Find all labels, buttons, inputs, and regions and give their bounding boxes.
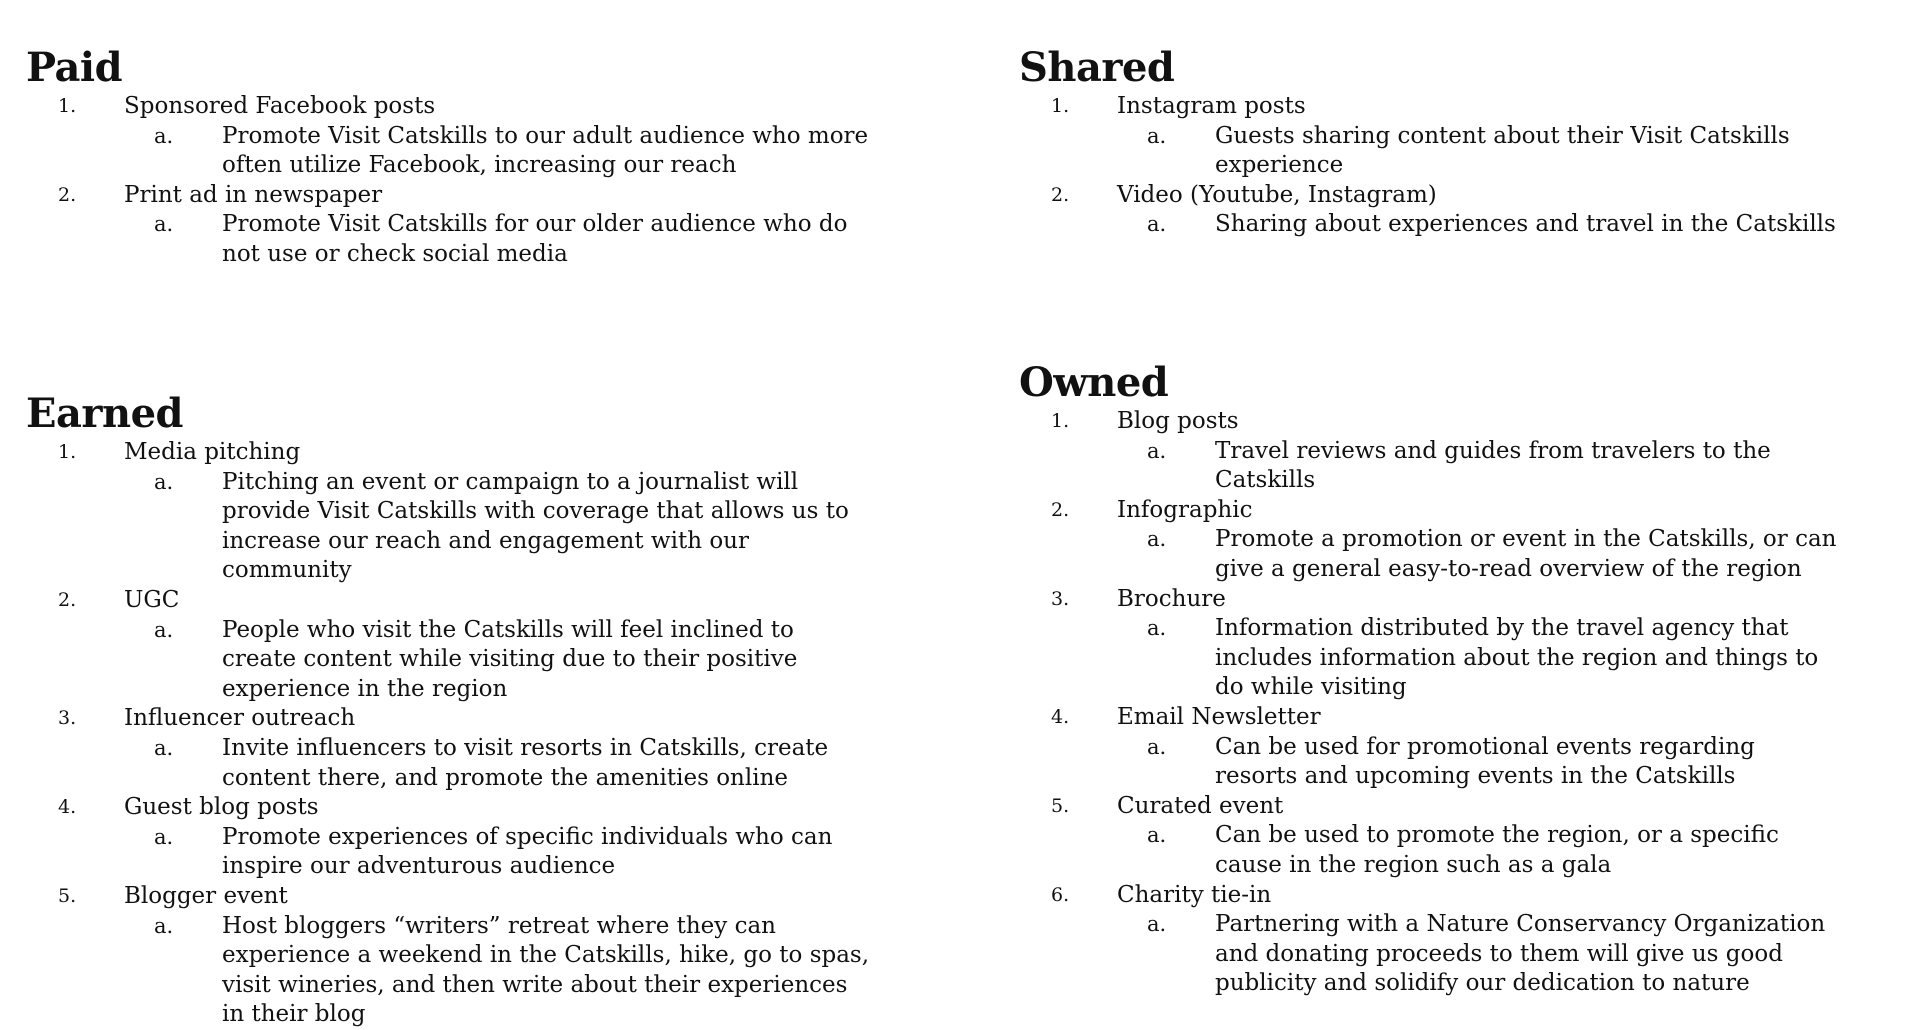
sub-item-text: Promote experiences of specific individuals who can inspire our adventurous audience — [222, 823, 833, 880]
sub-item — [1117, 910, 1879, 999]
item-label: Blogger event — [124, 882, 288, 909]
sub-list — [124, 210, 886, 269]
sub-item — [1117, 437, 1879, 496]
sub-item-text: Travel reviews and guides from travelers to the Catskills — [1215, 437, 1771, 494]
item-label: Brochure — [1117, 585, 1226, 612]
sub-item-text: People who visit the Catskills will feel inclined to create content while visiting due to their positive experience in the region — [222, 616, 798, 702]
sub-item — [1117, 733, 1879, 792]
sub-list — [1117, 614, 1879, 703]
sub-item — [124, 468, 886, 586]
sub-list — [124, 912, 886, 1030]
item-number: 2. — [58, 588, 77, 611]
earned-section — [26, 390, 886, 1030]
sub-item-text: Promote Visit Catskills to our adult audience who more often utilize Facebook, increasing our reach — [222, 122, 869, 179]
item-label: Media pitching — [124, 439, 301, 465]
sub-item-letter: a. — [1147, 734, 1167, 759]
sub-item-text: Sharing about experiences and travel in the Catskills — [1215, 211, 1836, 238]
list-item — [26, 882, 886, 1030]
sub-item — [124, 616, 886, 705]
item-label: UGC — [124, 586, 180, 613]
sub-item-text: Host bloggers “writers” retreat where they can experience a weekend in the Catskills, hike, go to spas, visit wineries, and then write about their experiences in their blog — [222, 912, 870, 1028]
owned-list — [1019, 407, 1879, 999]
sub-item-text: Partnering with a Nature Conservancy Organization and donating proceeds to them will give us good publicity and solidify our dedication to nature — [1215, 911, 1826, 997]
item-number: 2. — [1051, 498, 1070, 521]
item-number: 4. — [58, 796, 77, 819]
sub-item-text: Information distributed by the travel agency that includes information about the region and things to do while visiting — [1215, 615, 1819, 701]
sub-list — [1117, 821, 1879, 880]
sub-list — [124, 823, 886, 882]
item-number: 1. — [1051, 410, 1070, 432]
item-number: 5. — [1051, 794, 1070, 817]
sub-item-letter: a. — [1147, 823, 1167, 848]
sub-list — [1117, 910, 1879, 999]
item-number: 5. — [58, 884, 77, 907]
section-heading-paid: Paid — [26, 44, 123, 91]
list-item — [1019, 703, 1879, 792]
item-label: Infographic — [1117, 496, 1253, 523]
paid-section — [26, 44, 886, 270]
sub-item-letter: a. — [1147, 123, 1167, 148]
sub-item-letter: a. — [1147, 527, 1167, 552]
sub-list — [1117, 733, 1879, 792]
section-heading-owned: Owned — [1019, 359, 1169, 406]
sub-item-letter: a. — [154, 212, 174, 237]
item-label: Guest blog posts — [124, 794, 319, 821]
item-label: Sponsored Facebook posts — [124, 93, 436, 119]
sub-item — [1117, 122, 1879, 181]
item-number: 2. — [1051, 183, 1070, 206]
sub-item-letter: a. — [1147, 438, 1167, 463]
sub-item-letter: a. — [1147, 912, 1167, 937]
sub-item — [124, 823, 886, 882]
sub-item-letter: a. — [154, 913, 174, 938]
sub-item — [124, 734, 886, 793]
list-item — [26, 793, 886, 882]
item-label: Charity tie-in — [1117, 881, 1272, 908]
item-number: 3. — [1051, 587, 1070, 610]
item-number: 3. — [58, 707, 77, 730]
sub-item — [124, 912, 886, 1030]
shared-section — [1019, 44, 1879, 240]
sub-item-letter: a. — [1147, 616, 1167, 641]
item-label: Video (Youtube, Instagram) — [1117, 181, 1437, 208]
sub-list — [1117, 525, 1879, 584]
sub-item-letter: a. — [154, 735, 174, 760]
item-number: 1. — [58, 441, 77, 463]
sub-list — [1117, 210, 1879, 240]
item-label: Influencer outreach — [124, 705, 356, 732]
list-item — [1019, 92, 1879, 181]
list-item — [1019, 792, 1879, 881]
sub-item — [1117, 614, 1879, 703]
paid-list — [26, 92, 886, 270]
item-label: Print ad in newspaper — [124, 181, 383, 208]
sub-item-text: Promote a promotion or event in the Catskills, or can give a general easy-to-read overview of the region — [1215, 526, 1837, 582]
item-label: Instagram posts — [1117, 93, 1306, 119]
owned-section — [1019, 359, 1879, 999]
item-number: 2. — [58, 183, 77, 206]
sub-item — [124, 122, 886, 181]
sub-item-letter: a. — [154, 469, 174, 494]
sub-item — [1117, 210, 1879, 240]
list-item — [26, 586, 886, 704]
item-label: Blog posts — [1117, 408, 1239, 434]
shared-list — [1019, 92, 1879, 240]
sub-item-letter: a. — [1147, 212, 1167, 237]
sub-list — [124, 616, 886, 705]
item-number: 1. — [1051, 95, 1070, 117]
sub-item-text: Guests sharing content about their Visit Catskills experience — [1215, 122, 1790, 179]
sub-item-text: Pitching an event or campaign to a journalist will provide Visit Catskills with coverage that allows us to increase our reach and engagement with our community — [222, 468, 849, 584]
sub-list — [124, 468, 886, 586]
list-item — [1019, 585, 1879, 703]
list-item — [1019, 496, 1879, 585]
list-item — [1019, 881, 1879, 999]
item-label: Email Newsletter — [1117, 703, 1321, 730]
sub-item-letter: a. — [154, 123, 174, 148]
sub-item-text: Invite influencers to visit resorts in Catskills, create content there, and promote the amenities online — [222, 734, 829, 791]
earned-list — [26, 438, 886, 1030]
section-heading-shared: Shared — [1019, 44, 1175, 91]
sub-item-letter: a. — [154, 824, 174, 849]
list-item — [1019, 181, 1879, 240]
sub-list — [1117, 122, 1879, 181]
item-number: 1. — [58, 95, 77, 117]
item-label: Curated event — [1117, 792, 1284, 819]
list-item — [26, 704, 886, 793]
sub-item-letter: a. — [154, 617, 174, 642]
sub-item — [1117, 525, 1879, 584]
list-item — [26, 92, 886, 181]
sub-item-text: Can be used to promote the region, or a specific cause in the region such as a gala — [1215, 822, 1779, 878]
sub-list — [124, 122, 886, 181]
sub-item — [124, 210, 886, 269]
item-number: 6. — [1051, 883, 1070, 906]
sub-item — [1117, 821, 1879, 880]
item-number: 4. — [1051, 705, 1070, 728]
list-item — [26, 181, 886, 270]
sub-list — [124, 734, 886, 793]
sub-list — [1117, 437, 1879, 496]
sub-item-text: Can be used for promotional events regarding resorts and upcoming events in the Catskills — [1215, 733, 1755, 790]
list-item — [26, 438, 886, 586]
section-heading-earned: Earned — [26, 390, 183, 437]
list-item — [1019, 407, 1879, 496]
sub-item-text: Promote Visit Catskills for our older audience who do not use or check social media — [222, 211, 848, 267]
